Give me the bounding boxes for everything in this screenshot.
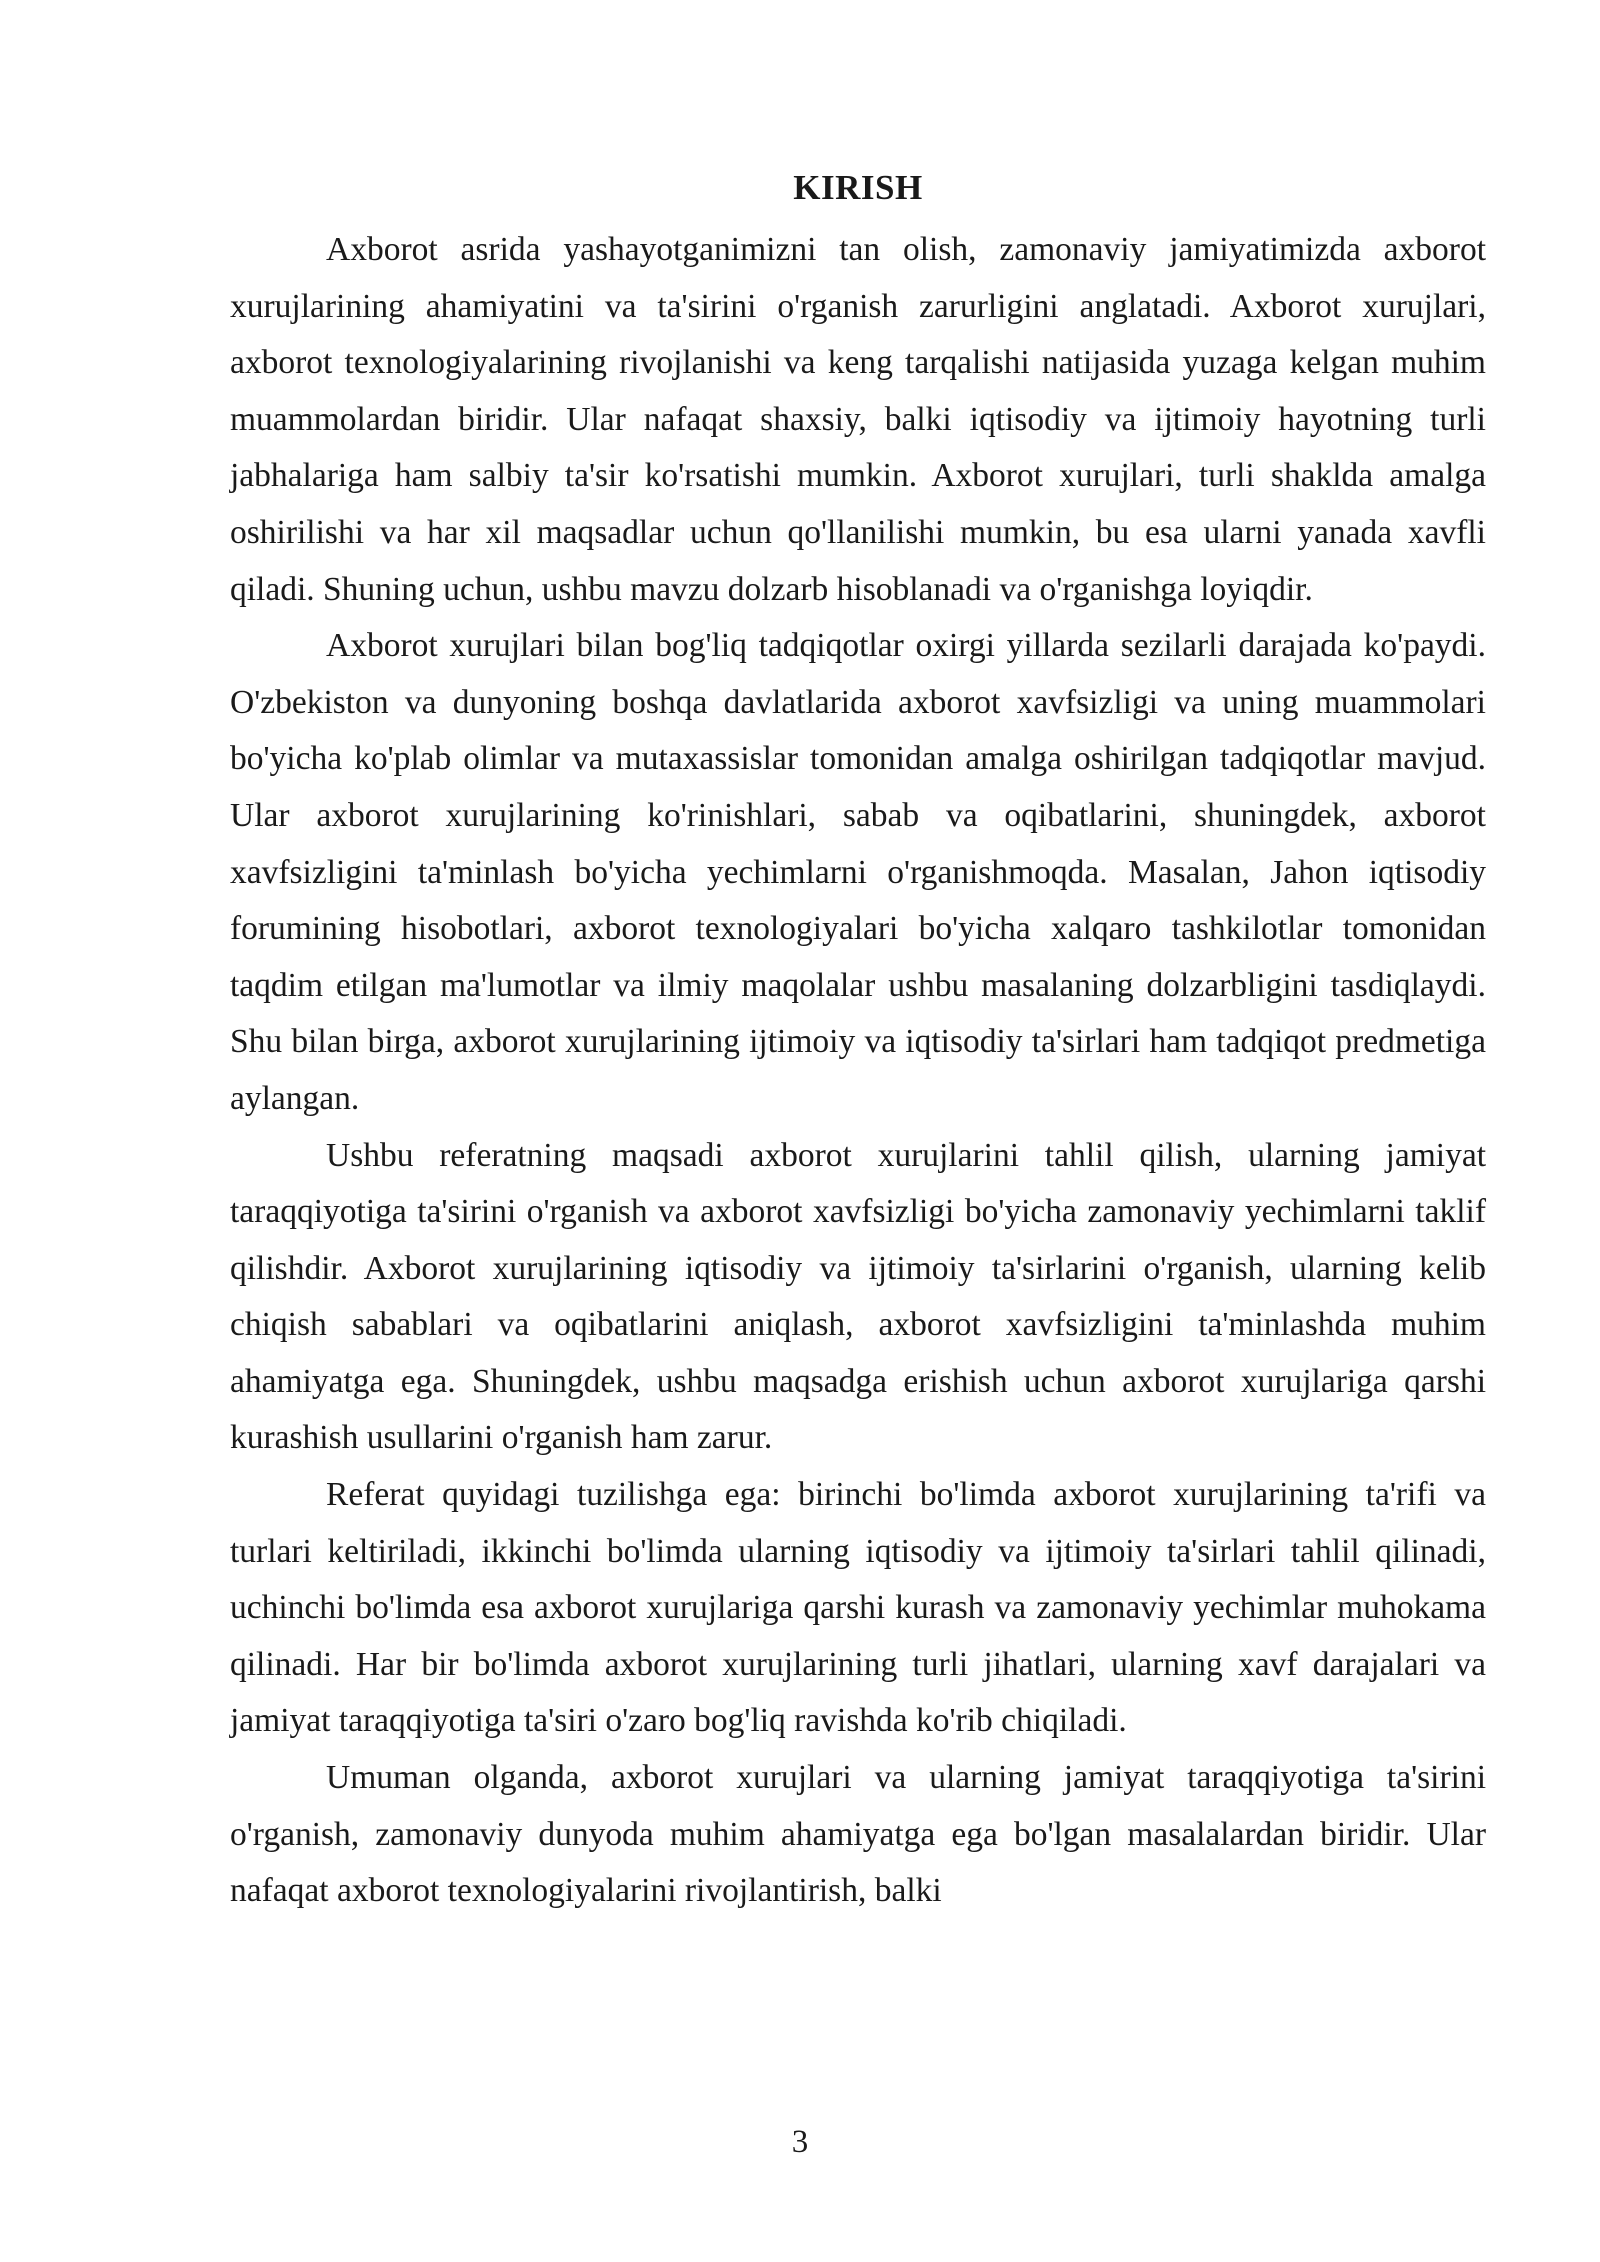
paragraph-5: Umuman olganda, axborot xurujlari va ularning jamiyat taraqqiyotiga ta'sirini o'rganish, zamonaviy dunyoda muhim ahamiyatga ega bo'lgan masalalardan biridir. Ular nafaqat axborot texnologiyalarini rivojlantirish, balki [230,1759,1486,1910]
section-title: KIRISH [793,168,923,207]
paragraph-1: Axborot asrida yashayotganimizni tan olish, zamonaviy jamiyatimizda axborot xurujlarining ahamiyatini va ta'sirini o'rganish zarurligini anglatadi. Axborot xurujlari, axborot texnologiyalarining rivojlanishi va keng tarqalishi natijasida yuzaga kelgan muhim muammolardan biridir. Ular nafaqat shaxsiy, balki iqtisodiy va ijtimoiy hayotning turli jabhalariga ham salbiy ta'sir ko'rsatishi mumkin. Axborot xurujlari, turli shaklda amalga oshirilishi va har xil maqsadlar uchun qo'llanilishi mumkin, bu esa ularni yanada xavfli qiladi. Shuning uchun, ushbu mavzu dolzarb hisoblanadi va o'rganishga loyiqdir. [230,231,1486,608]
paragraph-2: Axborot xurujlari bilan bog'liq tadqiqotlar oxirgi yillarda sezilarli darajada ko'paydi. O'zbekiston va dunyoning boshqa davlatlarida axborot xavfsizligi va uning muammolari bo'yicha ko'plab olimlar va mutaxassislar tomonidan amalga oshirilgan tadqiqotlar mavjud. Ular axborot xurujlarining ko'rinishlari, sabab va oqibatlarini, shuningdek, axborot xavfsizligini ta'minlash bo'yicha yechimlarni o'rganishmoqda. Masalan, Jahon iqtisodiy forumining hisobotlari, axborot texnologiyalari bo'yicha xalqaro tashkilotlar tomonidan taqdim etilgan ma'lumotlar va ilmiy maqolalar ushbu masalaning dolzarbligini tasdiqlaydi. Shu bilan birga, axborot xurujlarining ijtimoiy va iqtisodiy ta'sirlari ham tadqiqot predmetiga aylangan. [230,627,1486,1117]
page-content [230,160,1486,1920]
page-number: 3 [791,2124,809,2160]
paragraph-3: Ushbu referatning maqsadi axborot xurujlarini tahlil qilish, ularning jamiyat taraqqiyotiga ta'sirini o'rganish va axborot xavfsizligi bo'yicha zamonaviy yechimlarni taklif qilishdir. Axborot xurujlarining iqtisodiy va ijtimoiy ta'sirlarini o'rganish, ularning kelib chiqish sabablari va oqibatlarini aniqlash, axborot xavfsizligini ta'minlashda muhim ahamiyatga ega. Shuningdek, ushbu maqsadga erishish uchun axborot xurujlariga qarshi kurashish usullarini o'rganish ham zarur. [230,1136,1486,1457]
paragraph-4: Referat quyidagi tuzilishga ega: birinchi bo'limda axborot xurujlarining ta'rifi va turlari keltiriladi, ikkinchi bo'limda ularning iqtisodiy va ijtimoiy ta'sirlari tahlil qilinadi, uchinchi bo'limda esa axborot xurujlariga qarshi kurash va zamonaviy yechimlar muhokama qilinadi. Har bir bo'limda axborot xurujlarining turli jihatlari, ularning xavf darajalari va jamiyat taraqqiyotiga ta'siri o'zaro bog'liq ravishda ko'rib chiqiladi. [230,1476,1486,1740]
